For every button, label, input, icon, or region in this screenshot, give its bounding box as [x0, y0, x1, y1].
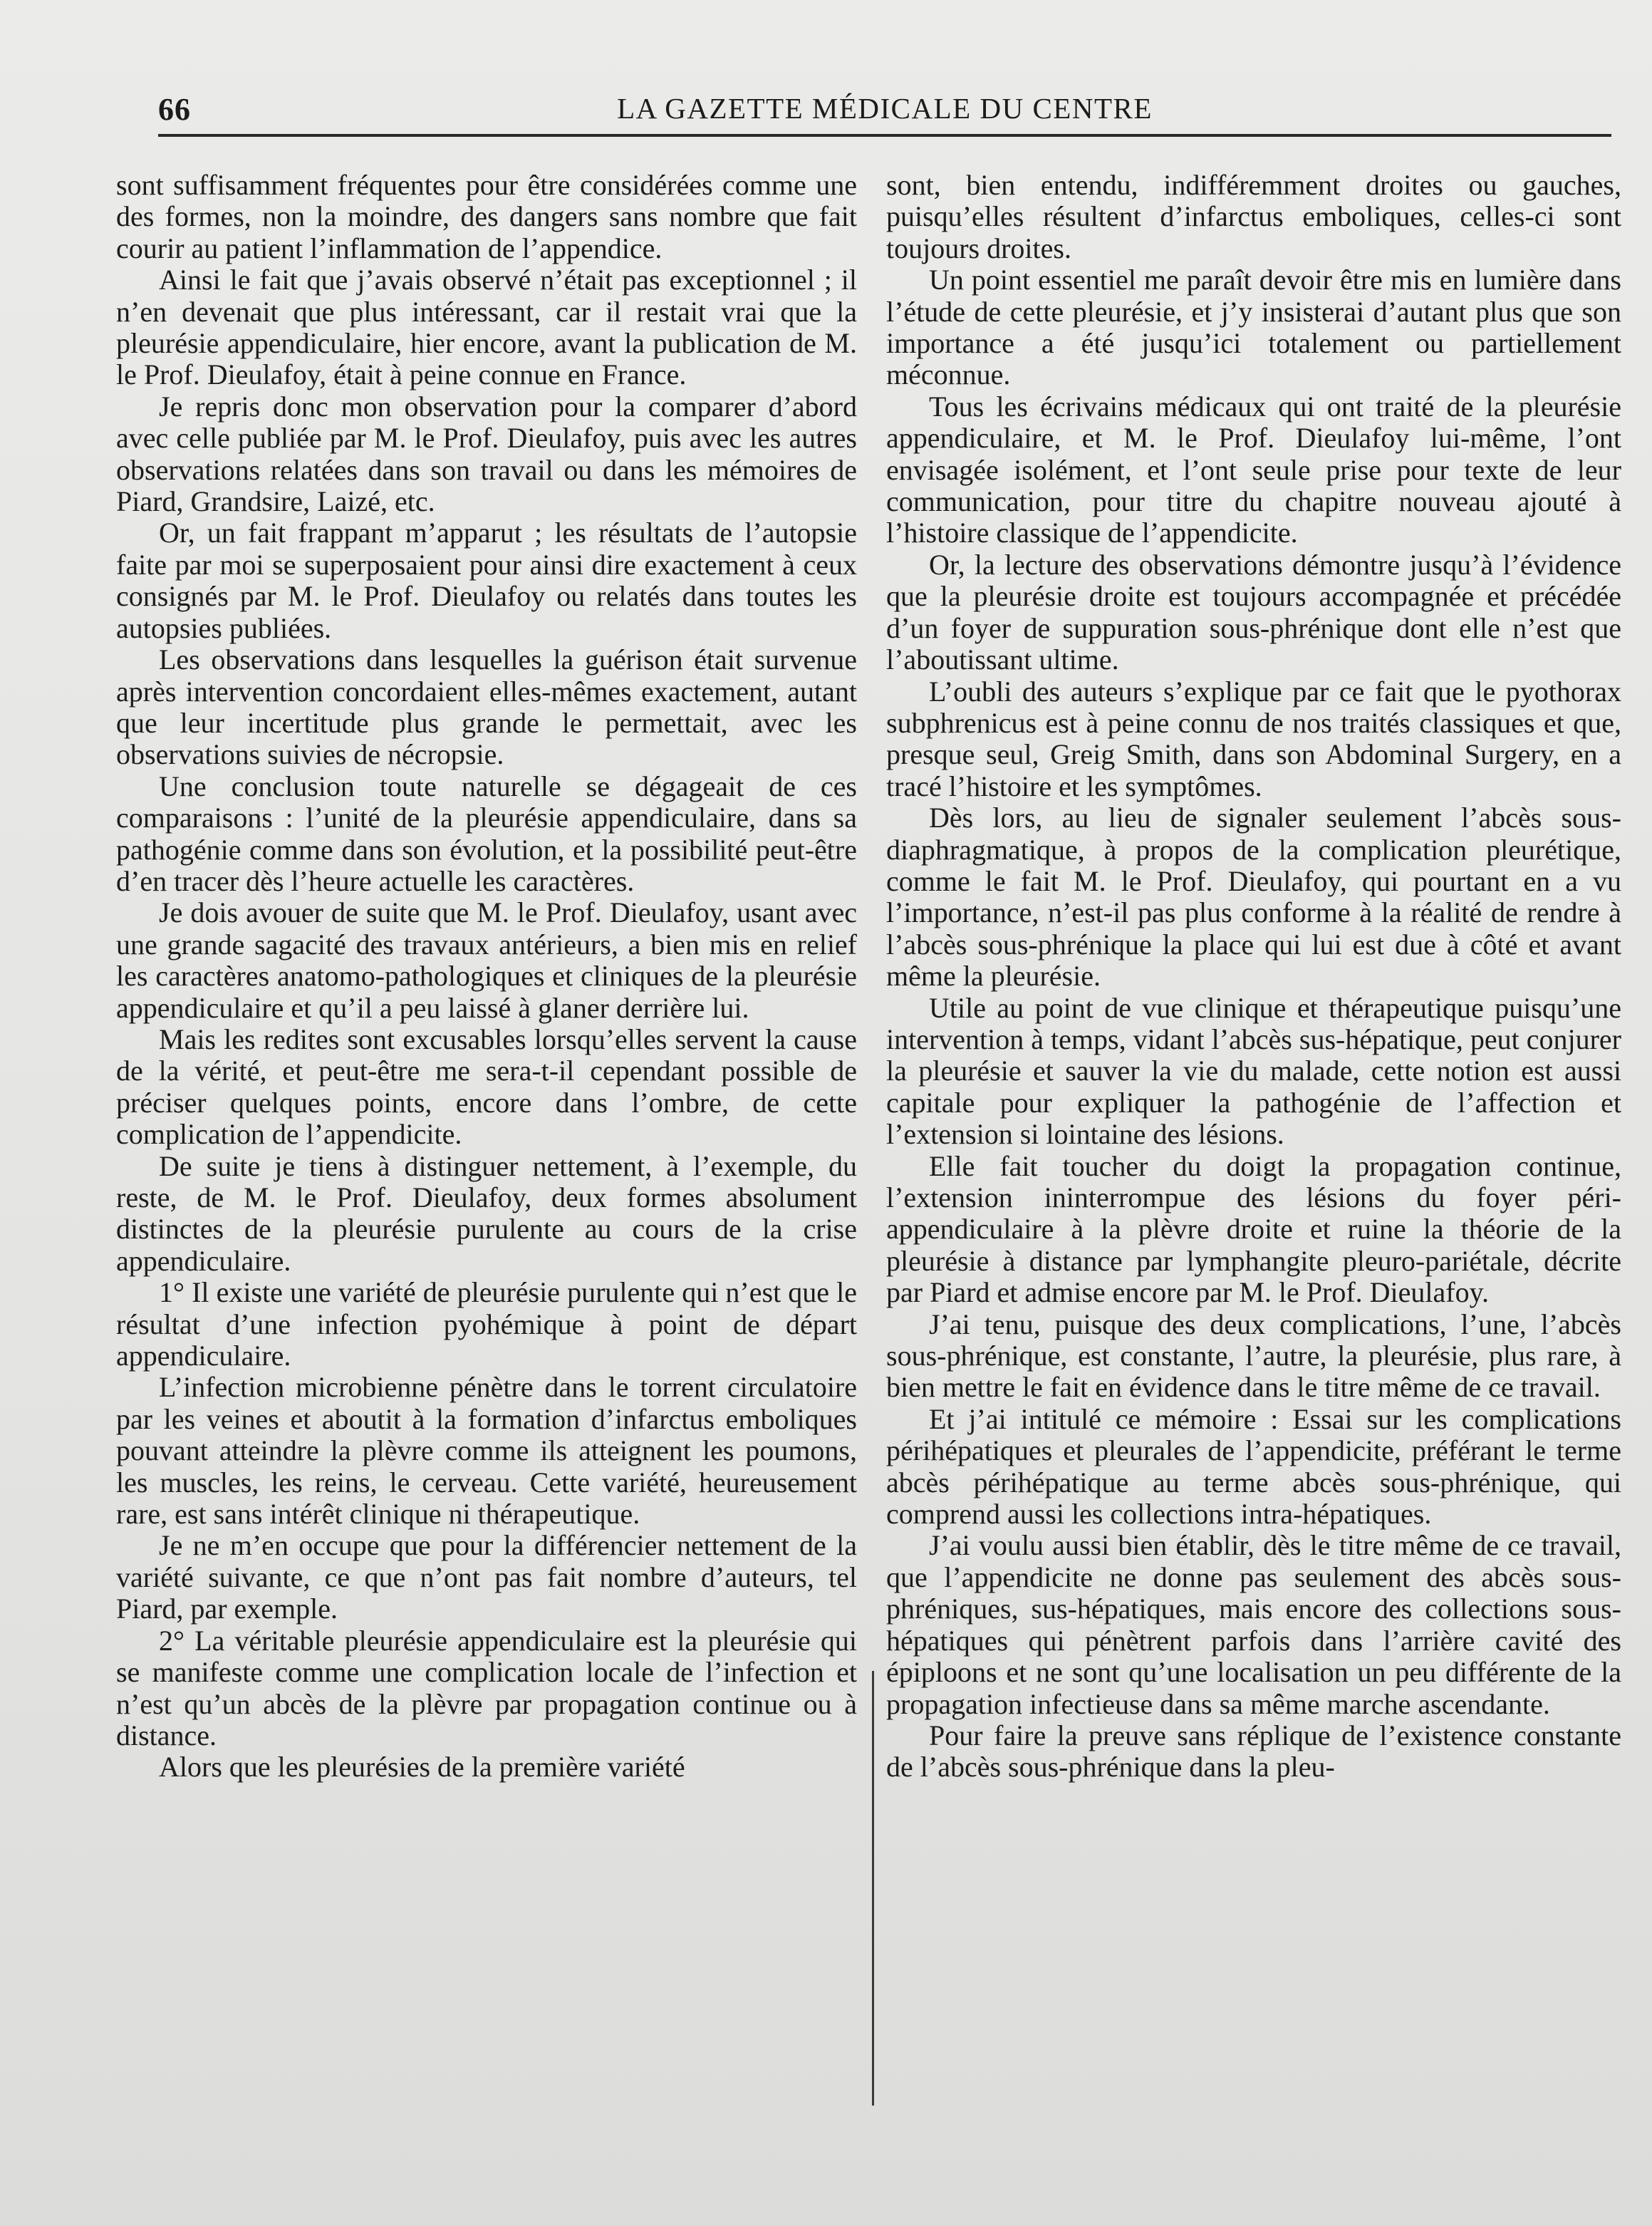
paragraph: Les observations dans lesquelles la guérison était survenue après intervention concordaient elles-mêmes exactement, autant que leur incertitude plus grande le permettait, avec les observations suivies de nécropsie.	[116, 643, 857, 771]
page-header	[158, 86, 1611, 135]
paragraph: Elle fait toucher du doigt la propagation continue, l’extension ininterrompue des lésions du foyer péri-appendiculaire à la plèvre droite et ruine la théorie de la pleurésie à distance par lymphangite pleuro-pariétale, décrite par Piard et admise encore par M. le Prof. Dieulafoy.	[886, 1149, 1621, 1309]
paragraph: Je dois avouer de suite que M. le Prof. Dieulafoy, usant avec une grande sagacité des travaux antérieurs, a bien mis en relief les caractères anatomo-pathologiques et cliniques de la pleurésie appendiculaire et qu’il a peu laissé à glaner derrière lui.	[116, 896, 857, 1024]
paragraph: Utile au point de vue clinique et thérapeutique puisqu’une intervention à temps, vidant l’abcès sus-hépatique, peut conjurer la pleurésie et sauver la vie du malade, cette notion est aussi capitale pour expliquer la pathogénie de l’affection et l’extension si lointaine des lésions.	[886, 991, 1621, 1151]
header-rule	[158, 134, 1611, 137]
paragraph: J’ai tenu, puisque des deux complications, l’une, l’abcès sous-phrénique, est constante, l’autre, la pleurésie, plus rare, à bien mettre le fait en évidence dans le titre même de ce travail.	[886, 1308, 1621, 1404]
paragraph: Un point essentiel me paraît devoir être mis en lumière dans l’étude de cette pleurésie, et j’y insisterai d’autant plus que son importance a été jusqu’ici totalement ou partiellement méconnue.	[886, 264, 1621, 391]
paragraph: Et j’ai intitulé ce mémoire : Essai sur les complications périhépatiques et pleurales de l’appendicite, préférant le terme abcès périhépatique au terme abcès sous-phrénique, qui comprend aussi les collections intra-hépatiques.	[886, 1402, 1621, 1531]
paragraph: Je repris donc mon observation pour la comparer d’abord avec celle publiée par M. le Prof. Dieulafoy, puis avec les autres observations relatées dans son travail ou dans les mémoires de Piard, Grandsire, Laizé, etc.	[116, 390, 857, 518]
paragraph: Tous les écrivains médicaux qui ont traité de la pleurésie appendiculaire, et M. le Prof. Dieulafoy lui-même, l’ont envisagée isolément, et l’ont seule prise pour texte de leur communication, pour titre du chapitre nouveau ajouté à l’histoire classique de l’appendicite.	[886, 390, 1621, 549]
paragraph: sont, bien entendu, indifféremment droites ou gauches, puisqu’elles résultent d’infarctus emboliques, celles-ci sont toujours droites.	[886, 169, 1621, 264]
paragraph: Une conclusion toute naturelle se dégageait de ces comparaisons : l’unité de la pleurésie appendiculaire, dans sa pathogénie comme dans son évolution, et la possibilité peut-être d’en tracer dès l’heure actuelle les caractères.	[116, 770, 857, 897]
paragraph: Mais les redites sont excusables lorsqu’elles servent la cause de la vérité, et peut-être me sera-t-il cependant possible de préciser quelques points, encore dans l’ombre, de cette complication de l’appendicite.	[116, 1023, 857, 1151]
paragraph: Pour faire la preuve sans réplique de l’existence constante de l’abcès sous-phrénique dans la pleu-	[886, 1719, 1621, 1784]
paragraph: 1° Il existe une variété de pleurésie purulente qui n’est que le résultat d’une infection pyohémique à point de départ appendiculaire.	[116, 1276, 857, 1372]
paragraph: De suite je tiens à distinguer nettement, à l’exemple, du reste, de M. le Prof. Dieulafoy, deux formes absolument distinctes de la pleurésie purulente au cours de la crise appendiculaire.	[116, 1149, 857, 1277]
paragraph: Or, la lecture des observations démontre jusqu’à l’évidence que la pleurésie droite est toujours accompagnée et précédée d’un foyer de suppuration sous-phrénique dont elle n’est que l’aboutissant ultime.	[886, 548, 1621, 676]
paragraph: L’oubli des auteurs s’explique par ce fait que le pyothorax subphrenicus est à peine connu de nos traités classiques et que, presque seul, Greig Smith, dans son Abdominal Surgery, en a tracé l’histoire et les symptômes.	[886, 675, 1621, 802]
paragraph: Dès lors, au lieu de signaler seulement l’abcès sous-diaphragmatique, à propos de la complication pleurétique, comme le fait M. le Prof. Dieulafoy, qui pourtant en a vu l’importance, n’est-il pas plus conforme à la réalité de rendre à l’abcès sous-phrénique la place qui lui est due à côté et avant même la pleurésie.	[886, 802, 1621, 993]
paragraph: L’infection microbienne pénètre dans le torrent circulatoire par les veines et aboutit à la formation d’infarctus emboliques pouvant atteindre la plèvre comme ils atteignent les poumons, les muscles, les reins, le cerveau. Cette variété, heureusement rare, est sans intérêt clinique ni thérapeutique.	[116, 1371, 857, 1531]
paragraph: sont suffisamment fréquentes pour être considérées comme une des formes, non la moindre, des dangers sans nombre que fait courir au patient l’inflammation de l’appendice.	[116, 169, 857, 264]
right-column	[886, 170, 1621, 1784]
paragraph: Ainsi le fait que j’avais observé n’était pas exceptionnel ; il n’en devenait que plus intéressant, car il restait vrai que la pleurésie appendiculaire, hier encore, avant la publication de M. le Prof. Dieulafoy, était à peine connue en France.	[116, 264, 857, 391]
left-column	[116, 170, 857, 1784]
page-number: 66	[158, 92, 191, 127]
paragraph: 2° La véritable pleurésie appendiculaire est la pleurésie qui se manifeste comme une complication locale de l’infection et n’est qu’un abcès de la plèvre par propagation continue ou à distance.	[116, 1624, 857, 1751]
paragraph: J’ai voulu aussi bien établir, dès le titre même de ce travail, que l’appendicite ne donne pas seulement des abcès sous-phréniques, sus-hépatiques, mais encore des collections sous-hépatiques qui pénètrent parfois dans l’arrière cavité des épiploons et ne sont qu’une localisation un peu différente de la propagation infectieuse dans sa même marche ascendante.	[886, 1529, 1621, 1720]
paragraph: Alors que les pleurésies de la première variété	[159, 1751, 685, 1784]
paragraph: Or, un fait frappant m’apparut ; les résultats de l’autopsie faite par moi se superposaient pour ainsi dire exactement à ceux consignés par M. le Prof. Dieulafoy ou relatés dans toutes les autopsies publiées.	[116, 517, 857, 644]
journal-title: LA GAZETTE MÉDICALE DU CENTRE	[617, 92, 1153, 125]
column-divider	[872, 1671, 874, 2106]
paragraph: Je ne m’en occupe que pour la différencier nettement de la variété suivante, ce que n’ont pas fait nombre d’auteurs, tel Piard, par exemple.	[116, 1529, 857, 1625]
